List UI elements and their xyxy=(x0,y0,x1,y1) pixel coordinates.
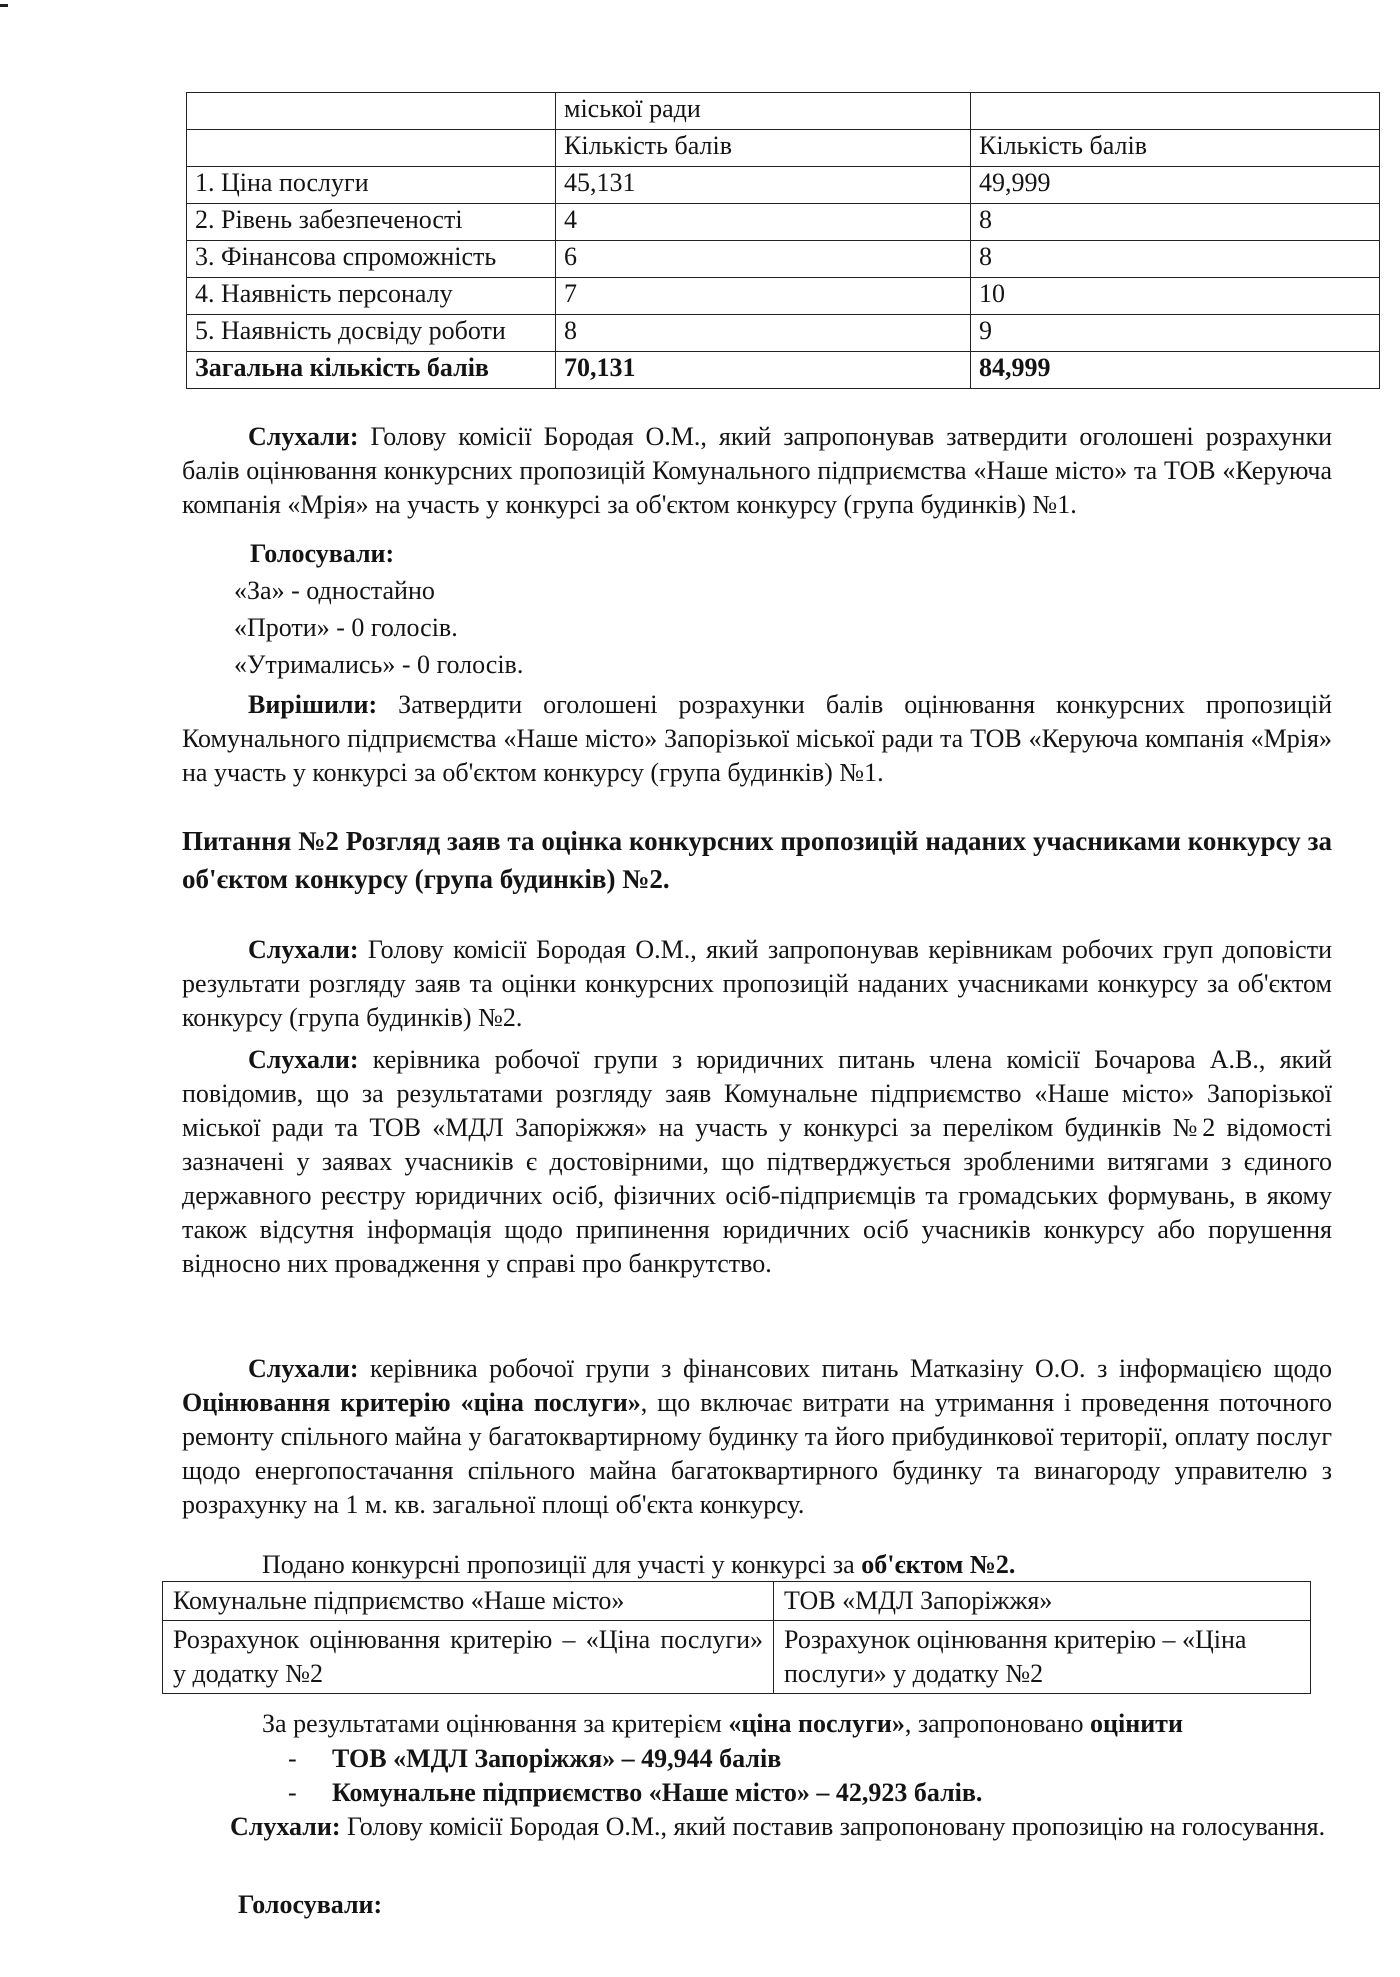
caption-text: Подано конкурсні пропозиції для участі у конкурсі за xyxy=(262,1550,862,1579)
table-cell xyxy=(187,130,556,167)
table-cell: Кількість балів xyxy=(971,130,1380,167)
score-value: 8 xyxy=(971,204,1380,241)
score-table xyxy=(186,92,1380,389)
criterion-emphasis: Оцінювання критерію «ціна послуги» xyxy=(182,1388,641,1417)
vote-abstain: «Утримались» - 0 голосів. xyxy=(234,650,524,679)
table-row xyxy=(187,130,1380,167)
paragraph-text: Голову комісії Бородая О.М., який запропонував керівникам робочих груп доповісти результати розгляду заяв та оцінки конкурсних пропозицій наданих учасниками конкурсу за об'єктом конкурсу (група будинків) №2. xyxy=(182,935,1332,1032)
paragraph-text: Голову комісії Бородая О.М., який запропонував затвердити оголошені розрахунки балів оцінювання конкурсних пропозицій Комунального підприємства «Наше місто» та ТОВ «Керуюча компанія «Мрія» на участь у конкурсі за об'єктом конкурсу (група будинків) №1. xyxy=(182,422,1332,519)
table-row xyxy=(187,278,1380,315)
score-value: 6 xyxy=(556,241,971,278)
criterion-label: 2. Рівень забезпеченості xyxy=(187,204,556,241)
heard-label: Слухали: xyxy=(248,935,359,964)
heard-paragraph-3 xyxy=(182,1043,1332,1281)
total-label: Загальна кількість балів xyxy=(187,352,556,389)
criterion-label: 3. Фінансова спроможність xyxy=(187,241,556,278)
total-value: 84,999 xyxy=(971,352,1380,389)
table-cell xyxy=(971,93,1380,130)
total-row xyxy=(187,352,1380,389)
table-row xyxy=(187,204,1380,241)
heard-label: Слухали: xyxy=(248,1045,359,1074)
table-cell: Комунальне підприємство «Наше місто» xyxy=(163,1582,774,1621)
table-row xyxy=(187,167,1380,204)
list-item xyxy=(288,1742,781,1776)
paragraph-text: керівника робочої групи з фінансових питань Матказіну О.О. з інформацією щодо xyxy=(358,1354,1332,1383)
heard-label: Слухали: xyxy=(230,1812,341,1841)
score-value: 10 xyxy=(971,278,1380,315)
table-cell: міської ради xyxy=(556,93,971,130)
result-criterion: «ціна послуги» xyxy=(728,1709,905,1738)
result-text: За результатами оцінювання за критерієм xyxy=(262,1709,729,1738)
bullet-dash: - xyxy=(288,1744,297,1773)
score-result: ТОВ «МДЛ Запоріжжя» – 49,944 балів xyxy=(332,1744,782,1773)
score-value: 7 xyxy=(556,278,971,315)
table-cell xyxy=(187,93,556,130)
heard-label: Слухали: xyxy=(248,422,359,451)
table-cell: Кількість балів xyxy=(556,130,971,167)
voted-heading: Голосували: xyxy=(238,1890,383,1919)
result-action: оцінити xyxy=(1090,1709,1183,1738)
criterion-label: 4. Наявність персоналу xyxy=(187,278,556,315)
heard-paragraph-1 xyxy=(182,420,1332,522)
heard-label: Слухали: xyxy=(248,1354,359,1383)
result-text: , запропоновано xyxy=(904,1709,1091,1738)
question-heading: Питання №2 Розгляд заяв та оцінка конкурсних пропозицій наданих учасниками конкурсу за об'єктом конкурсу (група будинків) №2. xyxy=(182,826,1332,894)
table-row xyxy=(163,1582,1311,1621)
table-row xyxy=(163,1621,1311,1694)
heard-paragraph-4 xyxy=(182,1352,1332,1522)
vote-for: «За» - одностайно xyxy=(234,576,435,605)
score-value: 45,131 xyxy=(556,167,971,204)
result-line xyxy=(262,1707,1183,1741)
proposals-table xyxy=(162,1581,1311,1694)
decision-paragraph xyxy=(182,688,1332,790)
heard-paragraph-2 xyxy=(182,933,1332,1035)
paragraph-text: Голову комісії Бородая О.М., який поставив запропоновану пропозицію на голосування. xyxy=(340,1812,1326,1841)
bullet-dash: - xyxy=(288,1778,297,1807)
table-row xyxy=(187,93,1380,130)
total-value: 70,131 xyxy=(556,352,971,389)
score-value: 8 xyxy=(971,241,1380,278)
paragraph-text: Затвердити оголошені розрахунки балів оцінювання конкурсних пропозицій Комунального підприємства «Наше місто» Запорізької міської ради та ТОВ «Керуюча компанія «Мрія» на участь у конкурсі за об'єктом конкурсу (група будинків) №1. xyxy=(182,690,1332,787)
caption-object: об'єктом №2. xyxy=(861,1550,1016,1579)
scan-mark xyxy=(0,4,8,7)
table-cell: Розрахунок оцінювання критерію – «Ціна послуги» у додатку №2 xyxy=(774,1621,1311,1694)
criterion-label: 1. Ціна послуги xyxy=(187,167,556,204)
paragraph-text: , що включає витрати на утримання і проведення поточного ремонту спільного майна у багатоквартирному будинку та його прибудинкової території, оплату послуг щодо енергопостачання спільного майна багатоквартирного будинку та винагороду управителю з розрахунку на 1 м. кв. загальної площі об'єкта конкурсу. xyxy=(182,1388,1332,1519)
proposals-caption xyxy=(262,1548,1015,1582)
paragraph-text: керівника робочої групи з юридичних питань члена комісії Бочарова А.В., який повідомив, що за результатами розгляду заяв Комунальне підприємство «Наше місто» Запорізької міської ради та ТОВ «МДЛ Запоріжжя» на участь у конкурсі за переліком будинків №2 відомості зазначені у заявах учасників є достовірними, що підтверджується зробленими витягами з єдиного державного реєстру юридичних осіб, фізичних осіб-підприємців та громадських формувань, в якому також відсутня інформація щодо припинення юридичних осіб учасників конкурсу або порушення відносно них провадження у справі про банкрутство. xyxy=(182,1045,1332,1278)
score-value: 8 xyxy=(556,315,971,352)
table-cell: Розрахунок оцінювання критерію – «Ціна послуги» у додатку №2 xyxy=(163,1621,774,1694)
score-result: Комунальне підприємство «Наше місто» – 42,923 балів. xyxy=(332,1778,983,1807)
score-value: 9 xyxy=(971,315,1380,352)
score-value: 49,999 xyxy=(971,167,1380,204)
decided-label: Вирішили: xyxy=(248,690,378,719)
table-cell: ТОВ «МДЛ Запоріжжя» xyxy=(774,1582,1311,1621)
vote-against: «Проти» - 0 голосів. xyxy=(234,613,458,642)
heard-paragraph-5 xyxy=(160,1810,1330,1844)
score-value: 4 xyxy=(556,204,971,241)
table-row xyxy=(187,241,1380,278)
list-item xyxy=(288,1776,982,1810)
table-row xyxy=(187,315,1380,352)
criterion-label: 5. Наявність досвіду роботи xyxy=(187,315,556,352)
voted-heading: Голосували: xyxy=(250,539,395,568)
